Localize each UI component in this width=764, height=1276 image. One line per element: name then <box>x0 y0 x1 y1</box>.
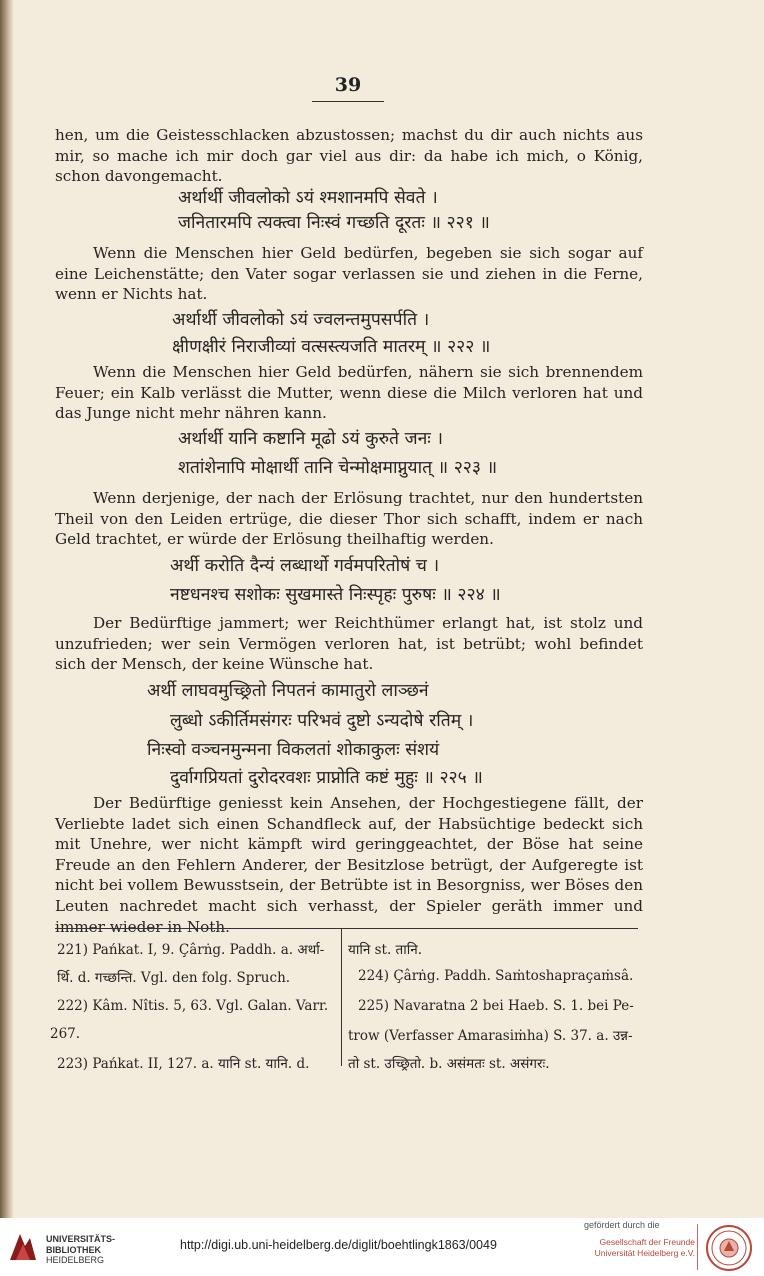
footnote-223-cont: यानि st. तानि. <box>348 942 423 958</box>
sponsor-label: gefördert durch die <box>584 1220 660 1230</box>
permalink-url[interactable]: http://digi.ub.uni-heidelberg.de/diglit/boehtlingk1863/0049 <box>180 1238 497 1252</box>
translation-225: Der Bedürftige geniesst kein Ansehen, der Hochgestiegene fällt, der Verliebte ladet sich einen Schandfleck auf, der Habsüchtige bedeckt sich mit Unehre, wer nicht kämpft wird geringgeachtet, der Böse hat seine Freude an den Fehlern Anderer, der Besitzlose betrügt, der Aufgeregte ist nicht bei vollem Bewusstsein, der Betrübte ist in Besorgniss, wer Böses den Leuten nachredet macht sich verhasst, der Spieler geräth immer und immer wieder in Noth. <box>55 794 643 936</box>
verse-225-line-1: अर्थी लाघवमुच्छ्रितो निपतनं कामातुरो लाञ्छनं <box>147 681 429 701</box>
sponsor-name-line-2: Universität Heidelberg e.V. <box>594 1247 695 1258</box>
sponsor-name <box>591 1237 695 1258</box>
footnote-column-divider <box>341 928 342 1066</box>
library-name-line-2: BIBLIOTHEK <box>46 1244 101 1255</box>
footnote-225-line-1: 225) Navaratna 2 bei Haeb. S. 1. bei Pe- <box>358 998 634 1014</box>
verse-221-line-2: जनितारमपि त्यक्त्वा निःस्वं गच्छति दूरतः ॥ २२१ ॥ <box>178 213 490 233</box>
sponsor-name-line-1: Gesellschaft der Freunde <box>599 1237 695 1247</box>
page-number: 39 <box>334 74 362 96</box>
footer-divider <box>697 1224 698 1270</box>
translation-224: Der Bedürftige jammert; wer Reichthümer erlangt hat, ist stolz und unzufrieden; wer sein Vermögen verloren hat, ist betrübt; wohl befindet sich der Mensch, der keine Wünsche hat. <box>55 614 643 674</box>
verse-222-line-2: क्षीणक्षीरं निराजीव्यां वत्सस्त्यजति मातरम् ॥ २२२ ॥ <box>172 337 491 357</box>
footnote-223: 223) Pańkat. II, 127. a. यानि st. यानि. d. <box>57 1056 310 1072</box>
verse-225-line-4: दुर्वागप्रियतां दुरोदरवशः प्राप्नोति कष्टं मुहुः ॥ २२५ ॥ <box>170 768 483 788</box>
translation-223: Wenn derjenige, der nach der Erlösung trachtet, nur den hundertsten Theil von den Leiden ertrüge, die dieser Thor sich schafft, indem er nach Geld trachtet, er würde der Erlösung theilhaftig werden. <box>55 489 643 549</box>
footnote-224: 224) Çârṅg. Paddh. Saṁtoshapraçaṁsâ. <box>358 968 634 984</box>
verse-223-line-1: अर्थार्थी यानि कष्टानि मूढो ऽयं कुरुते जनः । <box>178 429 444 449</box>
library-name-line-1: UNIVERSITÄTS- <box>46 1234 116 1244</box>
library-logo-icon <box>6 1230 40 1264</box>
verse-223-line-2: शतांशेनापि मोक्षार्थी तानि चेन्मोक्षमाप्नुयात् ॥ २२३ ॥ <box>178 458 498 478</box>
library-name-line-3: HEIDELBERG <box>46 1255 105 1265</box>
verse-224-line-2: नष्टधनश्च सशोकः सुखमास्ते निःस्पृहः पुरुषः ॥ २२४ ॥ <box>170 585 501 605</box>
translation-221: Wenn die Menschen hier Geld bedürfen, begeben sie sich sogar auf eine Leichenstätte; den Vater sogar verlassen sie und ziehen in die Ferne, wenn er Nichts hat. <box>55 244 643 304</box>
paragraph-continuation: hen, um die Geistesschlacken abzustossen; machst du dir auch nichts aus mir, so mache ich mir doch gar viel aus dir: da habe ich mich, o König, schon davongemacht. <box>55 126 643 186</box>
footnote-222-line-2: 267. <box>50 1026 81 1042</box>
footnote-221-line-1: 221) Pańkat. I, 9. Çârṅg. Paddh. a. अर्था- <box>57 942 325 958</box>
verse-225-line-2: लुब्धो ऽकीर्तिमसंगरः परिभवं दुष्टो ऽन्यदोषे रतिम् । <box>170 711 474 731</box>
verse-225-line-3: निःस्वो वञ्चनमुन्मना विकलतां शोकाकुलः संशयं <box>147 740 440 760</box>
verse-222-line-1: अर्थार्थी जीवलोको ऽयं ज्वलन्तमुपसर्पति । <box>172 310 430 330</box>
book-spine-shadow <box>0 0 14 1218</box>
page-number-rule <box>312 101 384 102</box>
verse-224-line-1: अर्थी करोति दैन्यं लब्धार्थो गर्वमपरितोषं च । <box>170 556 440 576</box>
footnote-222-line-1: 222) Kâm. Nîtis. 5, 63. Vgl. Galan. Varr. <box>57 998 329 1014</box>
university-seal-icon <box>705 1224 753 1272</box>
footnote-separator <box>55 928 638 929</box>
footnote-225-line-3: तो st. उच्छ्रितो. b. असंमतः st. असंगरः. <box>348 1056 550 1072</box>
translation-222: Wenn die Menschen hier Geld bedürfen, nähern sie sich brennendem Feuer; ein Kalb verlässt die Mutter, wenn diese die Milch verloren hat und das Junge nicht mehr nähren kann. <box>55 363 643 423</box>
footnote-225-line-2: trow (Verfasser Amarasiṁha) S. 37. a. उन्न- <box>348 1028 633 1044</box>
verse-221-line-1: अर्थार्थी जीवलोको ऽयं श्मशानमपि सेवते । <box>178 188 438 208</box>
library-name <box>46 1234 115 1266</box>
footnote-221-line-2: र्थि. d. गच्छन्ति. Vgl. den folg. Spruch. <box>57 970 291 986</box>
